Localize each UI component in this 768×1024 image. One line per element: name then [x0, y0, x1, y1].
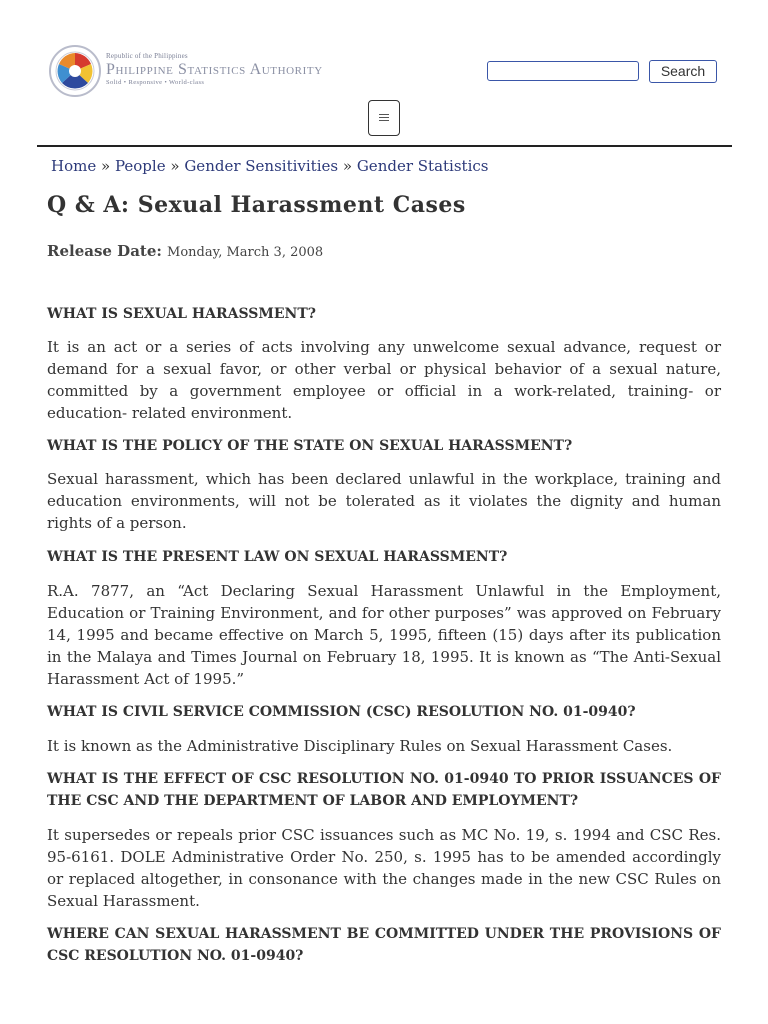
question-heading: WHAT IS SEXUAL HARASSMENT? [47, 306, 316, 322]
breadcrumb-separator: » [101, 157, 111, 175]
answer-paragraph: Sexual harassment, which has been declared unlawful in the workplace, training and education environments, will not be tolerated as it violates the dignity and human rights of a person. [47, 470, 721, 532]
search-input[interactable] [487, 61, 639, 81]
header-divider [37, 145, 732, 147]
logo-tagline: Solid • Responsive • World-class [106, 79, 205, 86]
question-heading: WHERE CAN SEXUAL HARASSMENT BE COMMITTED UNDER THE PROVISIONS OF CSC RESOLUTION NO. 01-0940? [47, 926, 721, 964]
question-heading: WHAT IS CIVIL SERVICE COMMISSION (CSC) RESOLUTION NO. 01-0940? [47, 704, 636, 720]
breadcrumb-people-link[interactable]: People [114, 157, 166, 175]
answer-paragraph: It supersedes or repeals prior CSC issuances such as MC No. 19, s. 1994 and CSC Res. 95-6161. DOLE Administrative Order No. 250, s. 1995 has to be amended accordingly or replaced altogether, in consonance with the changes made in the new CSC Rules on Sexual Harassment. [47, 826, 721, 910]
release-date-value: Monday, March 3, 2008 [167, 245, 324, 260]
breadcrumb-separator: » [170, 157, 180, 175]
psa-seal-icon [48, 44, 102, 98]
breadcrumb-gender-sensitivities-link[interactable]: Gender Sensitivities [184, 157, 339, 175]
answer-paragraph: It is an act or a series of acts involving any unwelcome sexual advance, request or demand for a sexual favor, or other verbal or physical behavior of a sexual nature, committed by a government employee or official in a work-related, training- or education- related environment. [47, 338, 721, 422]
logo-text [106, 52, 381, 87]
breadcrumb [51, 157, 488, 175]
logo-agency-name: Philippine Statistics Authority [106, 61, 323, 78]
question-heading: WHAT IS THE EFFECT OF CSC RESOLUTION NO. 01-0940 TO PRIOR ISSUANCES OF THE CSC AND THE DEPARTMENT OF LABOR AND EMPLOYMENT? [47, 771, 721, 809]
search-button[interactable]: Search [649, 60, 717, 83]
release-date [47, 241, 323, 260]
breadcrumb-gender-statistics-link[interactable]: Gender Statistics [356, 157, 489, 175]
psa-logo[interactable] [48, 44, 378, 98]
breadcrumb-separator: » [342, 157, 353, 175]
page-title: Q & A: Sexual Harassment Cases [47, 192, 466, 218]
question-heading: WHAT IS THE POLICY OF THE STATE ON SEXUAL HARASSMENT? [47, 438, 573, 454]
breadcrumb-home-link[interactable]: Home [51, 157, 97, 175]
answer-paragraph: R.A. 7877, an “Act Declaring Sexual Harassment Unlawful in the Employment, Education or Training Environment, and for other purposes” was approved on February 14, 1995 and became effective on March 5, 1995, fifteen (15) days after its publication in the Malaya and Times Journal on February 18, 1995. It is known as “The Anti-Sexual Harassment Act of 1995.” [47, 582, 721, 688]
logo-republic-text: Republic of the Philippines [106, 52, 188, 60]
release-date-label: Release Date: [47, 242, 162, 260]
site-header [0, 0, 768, 146]
menu-toggle-button[interactable] [368, 100, 400, 136]
question-heading: WHAT IS THE PRESENT LAW ON SEXUAL HARASSMENT? [47, 549, 508, 565]
answer-paragraph: It is known as the Administrative Disciplinary Rules on Sexual Harassment Cases. [47, 737, 673, 755]
